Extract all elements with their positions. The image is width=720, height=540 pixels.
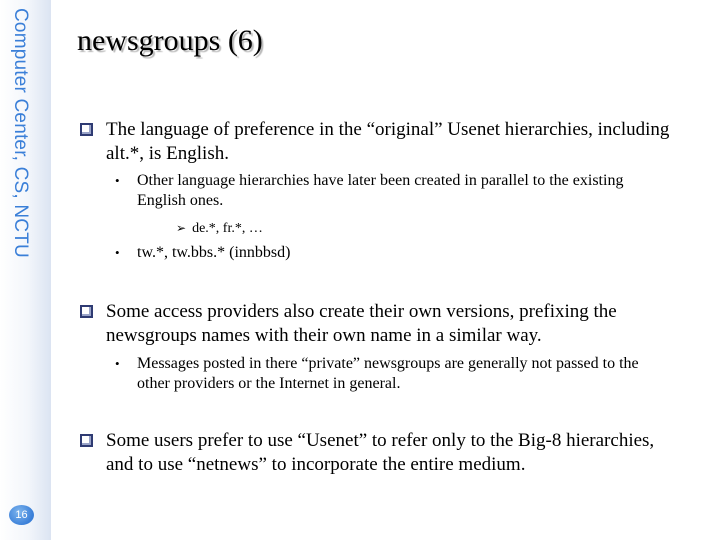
- sub-bullet-text: tw.*, tw.bbs.* (innbbsd): [137, 244, 291, 261]
- sub-bullet-item: [115, 354, 675, 394]
- bullet-item: [80, 118, 680, 166]
- sub-sub-bullet-text: de.*, fr.*, …: [192, 221, 263, 236]
- sub-bullet-item: [115, 171, 675, 211]
- sidebar-label: Computer Center, CS, NCTU: [10, 8, 31, 258]
- bullet-item: [80, 429, 680, 477]
- bullet-item: [80, 300, 680, 348]
- bullet-text: Some access providers also create their own versions, prefixing the newsgroups names with their own name in a similar way.: [106, 301, 617, 346]
- checkbox-bullet-icon: [80, 305, 93, 318]
- bullet-text: Some users prefer to use “Usenet” to refer only to the Big-8 hierarchies, and to use “netnews” to incorporate the entire medium.: [106, 430, 655, 475]
- checkbox-bullet-icon: [80, 434, 93, 447]
- sub-sub-bullet-item: [176, 219, 263, 238]
- sub-bullet-text: Other language hierarchies have later been created in parallel to the existing English ones.: [137, 172, 624, 209]
- bullet-text: The language of preference in the “original” Usenet hierarchies, including alt.*, is English.: [106, 119, 670, 164]
- arrow-bullet-icon: ➢: [176, 221, 187, 235]
- dot-bullet-icon: •: [115, 356, 120, 371]
- sub-bullet-item: [115, 243, 675, 263]
- sidebar: [0, 0, 51, 540]
- checkbox-bullet-icon: [80, 123, 93, 136]
- dot-bullet-icon: •: [115, 245, 120, 260]
- dot-bullet-icon: •: [115, 173, 120, 188]
- page-number-badge: 16: [9, 505, 34, 525]
- page-title: newsgroups (6): [77, 24, 263, 57]
- sub-bullet-text: Messages posted in there “private” newsgroups are generally not passed to the other providers or the Internet in general.: [137, 355, 639, 392]
